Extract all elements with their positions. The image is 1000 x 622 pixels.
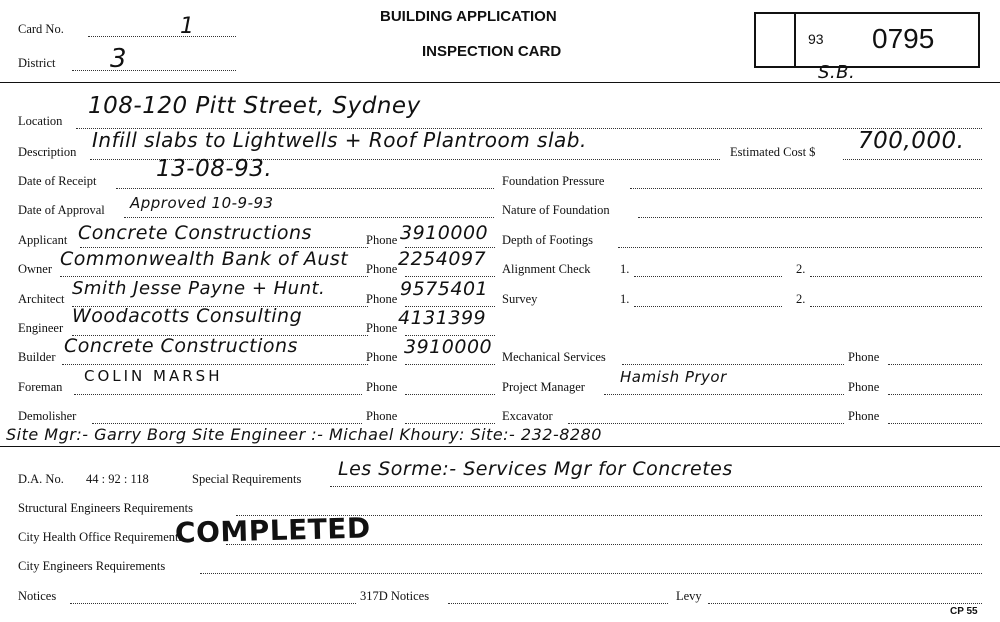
builder-value: Concrete Constructions	[64, 335, 298, 357]
nature-of-foundation-label: Nature of Foundation	[502, 203, 610, 217]
mechanical-services-line	[622, 364, 844, 365]
file-number: 0795	[872, 23, 935, 54]
notices-317d-line	[448, 603, 668, 604]
owner-label: Owner	[18, 262, 53, 276]
architect-value: Smith Jesse Payne + Hunt.	[72, 278, 326, 299]
builder-phone: 3910000	[404, 336, 493, 358]
foreman-line	[74, 394, 362, 395]
survey-2-line	[810, 306, 982, 307]
header-divider	[0, 82, 1000, 83]
applicant-phone: 3910000	[400, 222, 489, 244]
date-of-receipt-line	[116, 188, 494, 189]
file-spacer-box	[754, 12, 796, 68]
date-of-receipt-value: 13-08-93.	[156, 156, 273, 182]
engineer-phone-label: Phone	[366, 321, 398, 335]
foreman-label: Foreman	[18, 380, 63, 394]
special-requirements-value: Les Sorme:- Services Mgr for Concretes	[338, 458, 733, 480]
description-value: Infill slabs to Lightwells + Roof Plantroom slab.	[92, 128, 587, 152]
applicant-label: Applicant	[18, 233, 68, 247]
date-of-approval-line	[124, 217, 494, 218]
foreman-phone-line	[405, 394, 495, 395]
notices-line	[70, 603, 356, 604]
description-label: Description	[18, 145, 77, 159]
special-requirements-line	[330, 486, 982, 487]
builder-phone-line	[405, 364, 495, 365]
alignment-check-2: 2.	[796, 262, 806, 276]
location-value: 108-120 Pitt Street, Sydney	[88, 93, 421, 119]
structural-engineers-label: Structural Engineers Requirements	[18, 501, 193, 515]
card-no-value: 1	[180, 14, 195, 39]
architect-label: Architect	[18, 292, 65, 306]
date-of-receipt-label: Date of Receipt	[18, 174, 97, 188]
section-divider	[0, 446, 1000, 447]
file-prefix: 93	[808, 31, 824, 47]
form-code: CP 55	[950, 606, 978, 617]
demolisher-phone-line	[405, 423, 495, 424]
foundation-pressure-line	[630, 188, 982, 189]
excavator-phone-line	[888, 423, 982, 424]
estimated-cost-label: Estimated Cost $	[730, 145, 816, 159]
owner-phone-label: Phone	[366, 262, 398, 276]
excavator-line	[568, 423, 844, 424]
initials: S.B.	[818, 62, 856, 83]
alignment-check-1: 1.	[620, 262, 630, 276]
builder-line	[62, 364, 368, 365]
survey-label: Survey	[502, 292, 538, 306]
file-prefix-box	[794, 12, 840, 68]
demolisher-line	[92, 423, 362, 424]
applicant-phone-label: Phone	[366, 233, 398, 247]
completed-stamp: COMPLETED	[174, 511, 372, 550]
location-label: Location	[18, 114, 63, 128]
survey-2: 2.	[796, 292, 806, 306]
survey-1-line	[634, 306, 782, 307]
district-line	[72, 70, 236, 71]
project-manager-phone-line	[888, 394, 982, 395]
title-line2: INSPECTION CARD	[422, 43, 562, 60]
levy-label: Levy	[676, 589, 702, 603]
builder-label: Builder	[18, 350, 56, 364]
city-engineers-line	[200, 573, 982, 574]
da-no-value: 44 : 92 : 118	[86, 472, 149, 486]
district-label: District	[18, 56, 56, 70]
estimated-cost-line	[843, 159, 982, 160]
project-manager-label: Project Manager	[502, 380, 585, 394]
mechanical-services-label: Mechanical Services	[502, 350, 606, 364]
alignment-check-1-line	[634, 276, 782, 277]
architect-phone-label: Phone	[366, 292, 398, 306]
engineer-phone: 4131399	[398, 307, 487, 329]
engineer-value: Woodacotts Consulting	[72, 305, 303, 327]
depth-of-footings-line	[618, 247, 982, 248]
notices-label: Notices	[18, 589, 57, 603]
project-manager-value: Hamish Pryor	[620, 368, 727, 386]
mechanical-phone-line	[888, 364, 982, 365]
project-manager-phone-label: Phone	[848, 380, 880, 394]
excavator-phone-label: Phone	[848, 409, 880, 423]
demolisher-phone-label: Phone	[366, 409, 398, 423]
card-no-label: Card No.	[18, 22, 64, 36]
nature-of-foundation-line	[638, 217, 982, 218]
alignment-check-label: Alignment Check	[502, 262, 591, 276]
card-no-line	[88, 36, 236, 37]
district-value: 3	[110, 44, 128, 74]
foreman-value: COLIN MARSH	[84, 367, 223, 385]
date-of-approval-label: Date of Approval	[18, 203, 105, 217]
project-manager-line	[604, 394, 844, 395]
city-engineers-label: City Engineers Requirements	[18, 559, 166, 573]
site-note: Site Mgr:- Garry Borg Site Engineer :- Michael Khoury: Site:- 232-8280	[6, 425, 602, 444]
date-of-approval-value: Approved 10-9-93	[130, 194, 274, 212]
applicant-value: Concrete Constructions	[78, 222, 312, 244]
builder-phone-label: Phone	[366, 350, 398, 364]
alignment-check-2-line	[810, 276, 982, 277]
owner-phone-line	[405, 276, 495, 277]
levy-line	[708, 603, 982, 604]
architect-phone: 9575401	[400, 278, 489, 300]
survey-1: 1.	[620, 292, 630, 306]
title-line1: BUILDING APPLICATION	[380, 8, 557, 25]
city-health-label: City Health Office Requirements	[18, 530, 184, 544]
foundation-pressure-label: Foundation Pressure	[502, 174, 605, 188]
depth-of-footings-label: Depth of Footings	[502, 233, 593, 247]
engineer-label: Engineer	[18, 321, 64, 335]
excavator-label: Excavator	[502, 409, 553, 423]
demolisher-label: Demolisher	[18, 409, 77, 423]
notices-317d-label: 317D Notices	[360, 589, 430, 603]
estimated-cost-value: 700,000.	[858, 128, 965, 154]
foreman-phone-label: Phone	[366, 380, 398, 394]
file-number-box	[838, 12, 980, 68]
owner-line	[60, 276, 368, 277]
mechanical-phone-label: Phone	[848, 350, 880, 364]
owner-value: Commonwealth Bank of Aust	[60, 248, 349, 270]
owner-phone: 2254097	[398, 248, 487, 270]
special-requirements-label: Special Requirements	[192, 472, 302, 486]
da-no-label: D.A. No.	[18, 472, 64, 486]
